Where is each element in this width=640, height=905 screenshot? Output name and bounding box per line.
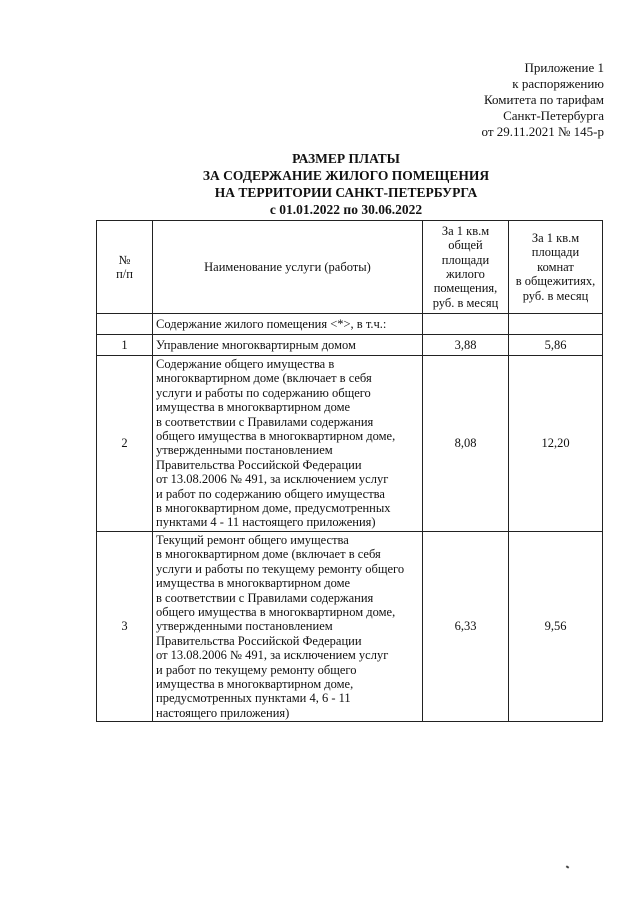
appendix-block bbox=[481, 60, 604, 140]
title-period: с 01.01.2022 по 30.06.2022 bbox=[269, 202, 423, 217]
row-per-room: 9,56 bbox=[509, 531, 603, 721]
appendix-line: Комитета по тарифам bbox=[484, 92, 604, 107]
table-row bbox=[97, 335, 603, 356]
row-service-name: Содержание общего имущества в многоквартирном доме (включает в себя услуги и работы по содержанию общего имущества в многоквартирном доме в соответствии с Правилами содержания общего имущества в многоквартирном доме, утвержденными постановлением Правительства Российской Федерации от 13.08.2006 № 491, за исключением услуг и работ по содержанию общего имущества в многоквартирном доме, предусмотренных пунктами 4 - 11 настоящего приложения) bbox=[153, 356, 423, 532]
title-line: НА ТЕРРИТОРИИ САНКТ-ПЕТЕРБУРГА bbox=[214, 185, 478, 200]
appendix-line: Приложение 1 bbox=[524, 60, 604, 75]
appendix-line: Санкт-Петербурга bbox=[503, 108, 604, 123]
table-row bbox=[97, 531, 603, 721]
header-per-room: За 1 кв.м площади комнат в общежитиях, руб. в месяц bbox=[509, 221, 603, 314]
row-number: 2 bbox=[97, 356, 153, 532]
scan-speck bbox=[566, 865, 570, 868]
table-row bbox=[97, 356, 603, 532]
row-per-room: 12,20 bbox=[509, 356, 603, 532]
row-per-area: 6,33 bbox=[423, 531, 509, 721]
section-empty-cell bbox=[97, 314, 153, 335]
row-number: 1 bbox=[97, 335, 153, 356]
table-header-row bbox=[97, 221, 603, 314]
header-number: № п/п bbox=[97, 221, 153, 314]
row-service-name: Текущий ремонт общего имущества в многоквартирном доме (включает в себя услуги и работы по текущему ремонту общего имущества в многоквартирном доме в соответствии с Правилами содержания общего имущества в многоквартирном доме, утвержденными постановлением Правительства Российской Федерации от 13.08.2006 № 491, за исключением услуг и работ по текущему ремонту общего имущества в многоквартирном доме, предусмотренных пунктами 4, 6 - 11 настоящего приложения) bbox=[153, 531, 423, 721]
header-per-area: За 1 кв.м общей площади жилого помещения, руб. в месяц bbox=[423, 221, 509, 314]
row-number: 3 bbox=[97, 531, 153, 721]
section-empty-cell bbox=[509, 314, 603, 335]
row-per-area: 8,08 bbox=[423, 356, 509, 532]
table-section-row bbox=[97, 314, 603, 335]
title-line: ЗА СОДЕРЖАНИЕ ЖИЛОГО ПОМЕЩЕНИЯ bbox=[202, 168, 490, 183]
section-empty-cell bbox=[423, 314, 509, 335]
row-service-name: Управление многоквартирным домом bbox=[153, 335, 423, 356]
document-title bbox=[0, 150, 640, 218]
row-per-room: 5,86 bbox=[509, 335, 603, 356]
appendix-line: к распоряжению bbox=[512, 76, 604, 91]
appendix-line: от 29.11.2021 № 145-р bbox=[481, 124, 604, 139]
tariff-table bbox=[96, 220, 603, 722]
title-line: РАЗМЕР ПЛАТЫ bbox=[292, 151, 400, 166]
section-label: Содержание жилого помещения <*>, в т.ч.: bbox=[153, 314, 423, 335]
row-per-area: 3,88 bbox=[423, 335, 509, 356]
header-service-name: Наименование услуги (работы) bbox=[153, 221, 423, 314]
